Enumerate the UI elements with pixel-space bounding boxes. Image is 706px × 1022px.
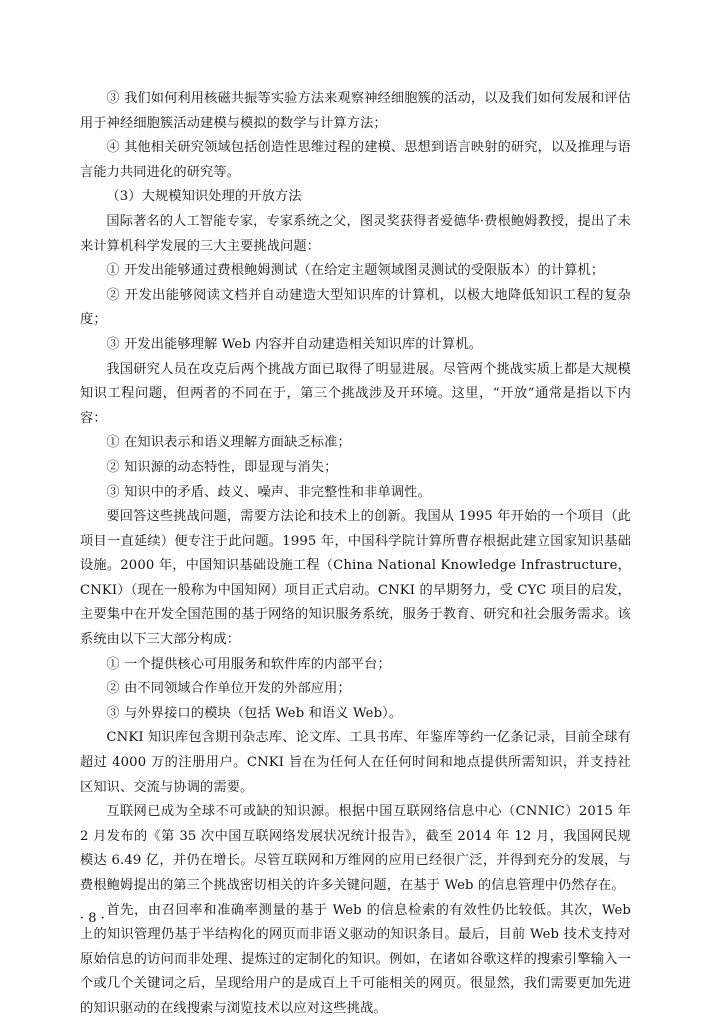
paragraph-progress: 我国研究人员在攻克后两个挑战方面已取得了明显进展。尽管两个挑战实质上都是大规模知识工程问题，但两者的不同在于，第三个挑战涉及开环境。这里，“开放”通常是指以下内容： — [80, 361, 631, 426]
list-item-open-2: ② 知识源的动态特性，即显现与消失； — [106, 459, 338, 475]
list-item-challenge-1: ① 开发出能够通过费根鲍姆测试（在给定主题领域图灵测试的受限版本）的计算机； — [106, 263, 605, 279]
list-item-challenge-2: ② 开发出能够阅读文档并自动建造大型知识库的计算机，以极大地降低知识工程的复杂度； — [80, 287, 631, 328]
page-body — [80, 87, 631, 1022]
list-item-system-3: ③ 与外界接口的模块（包括 Web 和语义 Web）。 — [106, 705, 403, 721]
paragraph-web-challenges: 首先，由召回率和准确率测量的基于 Web 的信息检索的有效性仍比较低。其次，Web 上的知识管理仍基于半结构化的网页而非语义驱动的知识条目。最后，目前 Web 技术支持对原始信息的访问而非处理、提炼过的定制化的知识。例如，在诸如谷歌这样的搜索引擎输入一个或几个关键词之后，呈现给用户的是成百上千可能相关的网页。很显然，我们需要更加先进的知识驱动的在线搜索与浏览技术以应对这些挑战。 — [80, 902, 631, 1016]
paragraph-feigenbaum-intro: 国际著名的人工智能专家，专家系统之父，图灵奖获得者爱德华·费根鲍姆教授，提出了未来计算机科学发展的三大主要挑战问题： — [80, 213, 631, 254]
paragraph-cnki-database: CNKI 知识库包含期刊杂志库、论文库、工具书库、年鉴库等约一亿条记录，目前全球有超过 4000 万的注册用户。CNKI 旨在为任何人在任何时间和地点提供所需知识，并支持社区知识、交流与协调的需要。 — [80, 730, 631, 795]
section-heading-open-methods: （3）大规模知识处理的开放方法 — [106, 189, 302, 205]
paragraph-item3-neural-methods: ③ 我们如何利用核磁共振等实验方法来观察神经细胞簇的活动，以及我们如何发展和评估用于神经细胞簇活动建模与模拟的数学与计算方法； — [80, 91, 631, 131]
paragraph-cnki-history: 要回答这些挑战问题，需要方法论和技术上的创新。我国从 1995 年开始的一个项目（此项目一直延续）便专注于此问题。1995 年，中国科学院计算所曹存根据此建立国家知识基础设施。2000 年，中国知识基础设施工程（China National Knowledge Infrastructure，CNKI）（现在一般称为中国知网）项目正式启动。CNKI 的早期努力，受 CYC 项目的启发，主要集中在开发全国范围的基于网络的知识服务系统，服务于教育、研究和社会服务需求。该系统由以下三大部分构成： — [80, 509, 631, 648]
list-item-open-1: ① 在知识表示和语义理解方面缺乏标准； — [106, 435, 351, 451]
list-item-open-3: ③ 知识中的矛盾、歧义、噪声、非完整性和非单调性。 — [106, 484, 431, 500]
paragraph-item4-related-research: ④ 其他相关研究领域包括创造性思维过程的建模、思想到语言映射的研究，以及推理与语言能力共同进化的研究等。 — [80, 140, 631, 180]
paragraph-internet: 互联网已成为全球不可或缺的知识源。根据中国互联网络信息中心（CNNIC）2015 年 2 月发布的《第 35 次中国互联网络发展状况统计报告》，截至 2014 年 12 月，我国网民规模达 6.49 亿，并仍在增长。尽管互联网和万维网的应用已经很广泛，并得到充分的发展，与费根鲍姆提出的第三个挑战密切相关的许多关键问题，在基于 Web 的信息管理中仍然存在。 — [80, 804, 631, 893]
list-item-challenge-3: ③ 开发出能够理解 Web 内容并自动建造相关知识库的计算机。 — [106, 336, 483, 352]
list-item-system-1: ① 一个提供核心可用服务和软件库的内部平台； — [106, 656, 391, 672]
page-number: · 8 · — [80, 911, 105, 926]
list-item-system-2: ② 由不同领域合作单位开发的外部应用； — [106, 681, 351, 697]
